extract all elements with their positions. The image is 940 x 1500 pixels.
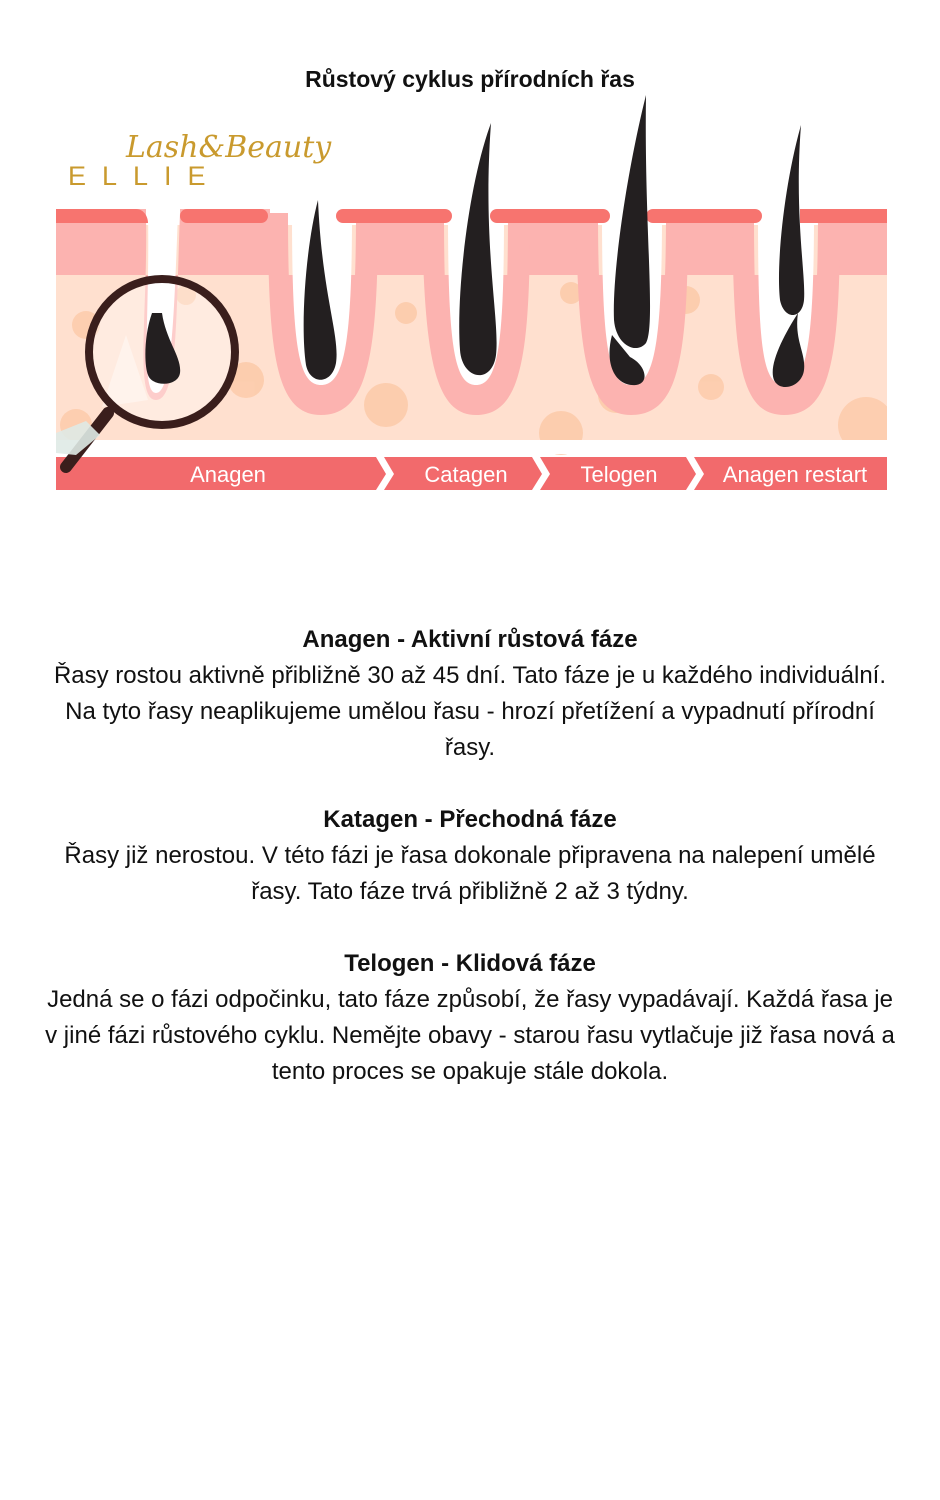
page-title: Růstový cyklus přírodních řas <box>305 66 635 92</box>
logo-script-text: Lash&Beauty <box>126 130 332 165</box>
phase-descriptions <box>40 622 900 1126</box>
section-katagen <box>40 802 900 910</box>
section-text: Řasy již nerostou. V této fázi je řasa dokonale připravena na nalepení umělé řasy. Tato fáze trvá přibližně 2 až 3 týdny. <box>64 842 876 905</box>
section-heading: Telogen - Klidová fáze <box>344 950 596 977</box>
section-telogen <box>40 946 900 1090</box>
band-gap <box>56 440 887 454</box>
phase-label-telogen: Telogen <box>580 462 658 487</box>
section-text: Řasy rostou aktivně přibližně 30 až 45 dní. Tato fáze je u každého individuální. Na tyto řasy neaplikujeme umělou řasu - hrozí přetížení a vypadnutí přírodní řasy. <box>53 662 887 761</box>
logo-brand-text: ELLIE <box>68 161 222 191</box>
section-text: Jedná se o fázi odpočinku, tato fáze způsobí, že řasy vypadávají. Každá řasa je v jiné fázi růstového cyklu. Nemějte obavy - starou řasu vytlačuje již řasa nová a tento proces se opakuje stále dokola. <box>45 986 895 1085</box>
section-anagen <box>40 622 900 766</box>
lash-growth-diagram <box>56 95 887 495</box>
phase-label-anagen-restart: Anagen restart <box>722 462 868 487</box>
section-heading: Anagen - Aktivní růstová fáze <box>302 626 638 653</box>
brand-logo <box>68 130 332 191</box>
phase-label-catagen: Catagen <box>424 462 508 487</box>
section-heading: Katagen - Přechodná fáze <box>323 806 617 833</box>
phase-label-anagen: Anagen <box>190 462 266 487</box>
